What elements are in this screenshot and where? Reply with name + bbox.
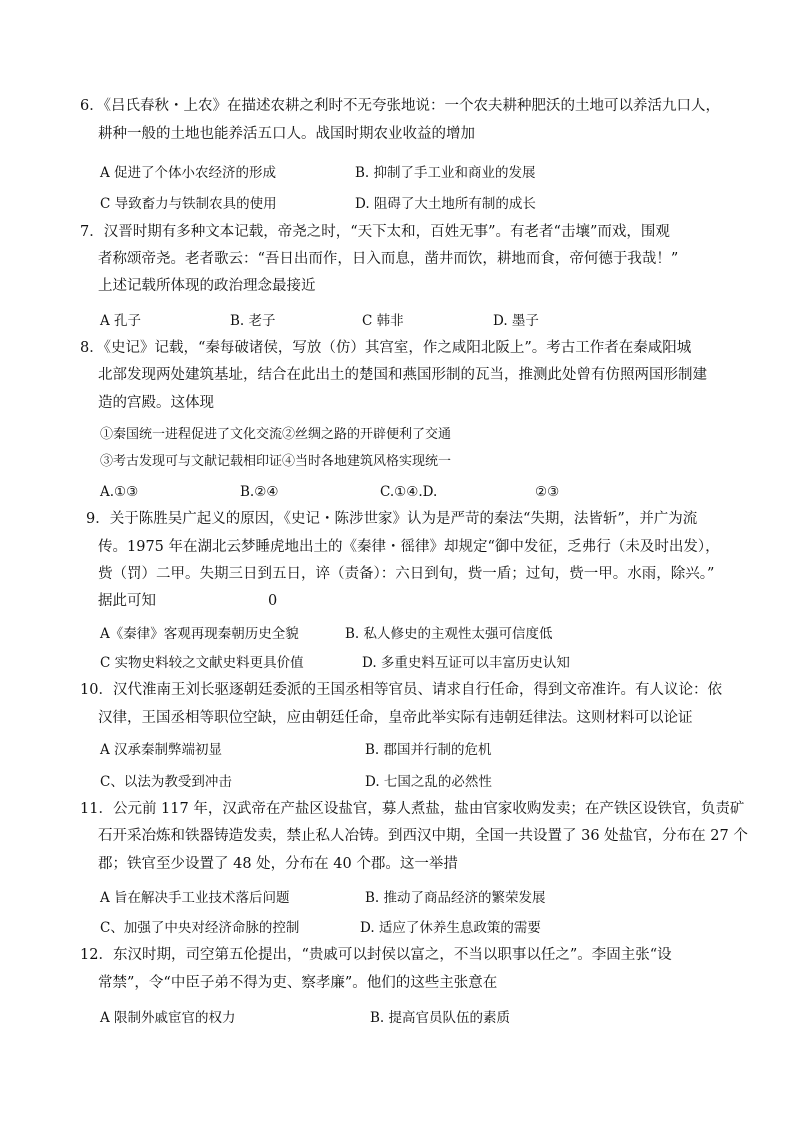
q11-option-d: D. 适应了休养生息政策的需要 — [360, 920, 541, 936]
q7-option-b: B. 老子 — [230, 313, 276, 329]
q11-stem-line1: 11．公元前 117 年，汉武帝在产盐区设盐官，募人煮盐，盐由官家收购发卖；在产铁区设铁官，负责矿 — [80, 801, 745, 817]
q8-option-b: B.②④ — [240, 484, 279, 500]
q11-stem-line3: 郡；铁官至少设置了 48 处，分布在 40 个郡。这一举措 — [98, 856, 458, 872]
q7-option-c: C 韩非 — [362, 313, 404, 329]
q10-option-c: C、以法为教受到冲击 — [100, 774, 232, 790]
q8-option-a: A.①③ — [100, 484, 139, 500]
q8-statement-line1: ①秦国统一进程促进了文化交流②丝绸之路的开辟便利了交通 — [100, 427, 452, 442]
q12-stem-line2: 常禁”，令“中臣子弟不得为吏、察孝廉”。他们的这些主张意在 — [98, 975, 498, 991]
q8-stem-line3: 造的宫殿。这体现 — [98, 395, 214, 411]
q7-stem-line2: 者称颂帝尧。老者歌云：“吾日出而作，日入而息，凿井而饮，耕地而食，帝何德于我哉！” — [98, 251, 679, 267]
q9-option-c: C 实物史料较之文献史料更具价值 — [100, 655, 304, 671]
q7-stem-line1: 7．汉晋时期有多种文本记载，帝尧之时，“天下太和，百姓无事”。有老者“击壤”而戏，围观 — [80, 224, 670, 240]
q6-stem-line2: 耕种一般的土地也能养活五口人。战国时期农业收益的增加 — [98, 126, 475, 142]
q6-option-c: C 导致畜力与铁制农具的使用 — [100, 196, 277, 212]
q9-option-a: A《秦律》客观再现秦朝历史全貌 — [100, 626, 299, 642]
q9-answer-mark: 0 — [268, 593, 278, 609]
q11-option-b: B. 推动了商品经济的繁荣发展 — [365, 890, 546, 906]
q10-stem-line2: 汉律，王国丞相等职位空缺，应由朝廷任命，皇帝此举实际有违朝廷律法。这则材料可以论证 — [98, 710, 693, 726]
q6-stem-line1: 6．《吕氏春秋・上农》在描述农耕之利时不无夸张地说：一个农夫耕种肥沃的土地可以养活九口人， — [80, 98, 720, 114]
q10-option-b: B. 郡国并行制的危机 — [365, 742, 492, 758]
q12-option-a: A 限制外戚宦官的权力 — [100, 1010, 236, 1026]
q6-option-d: D. 阻碍了大土地所有制的成长 — [355, 196, 536, 212]
q9-stem-line2: 传。1975 年在湖北云梦睡虎地出土的《秦律・徭律》却规定“御中发征，乏弗行（未及时出发）， — [98, 539, 720, 555]
q9-option-b: B. 私人修史的主观性太强可信度低 — [345, 626, 553, 642]
q7-option-d: D. 墨子 — [493, 313, 539, 329]
q11-stem-line2: 石开采冶炼和铁器铸造发卖，禁止私人冶铸。到西汉中期，全国一共设置了 36 处盐官，分布在 27 个 — [98, 828, 748, 844]
q10-option-a: A 汉承秦制弊端初显 — [100, 742, 223, 758]
q8-option-c: C.①④.D. — [380, 484, 438, 500]
q9-option-d: D. 多重史料互证可以丰富历史认知 — [362, 655, 570, 671]
q8-stem-line1: 8．《史记》记载，“秦每破诸侯，写放（仿）其宫室，作之咸阳北阪上”。考古工作者在秦咸阳城 — [80, 340, 692, 356]
q10-stem-line1: 10．汉代淮南王刘长驱逐朝廷委派的王国丞相等官员、请求自行任命，得到文帝准许。有人议论：依 — [80, 682, 722, 698]
q8-statement-line2: ③考古发现可与文献记载相印证④当时各地建筑风格实现统一 — [100, 454, 452, 469]
q9-stem-line4: 据此可知 — [98, 593, 156, 609]
q10-option-d: D. 七国之乱的必然性 — [365, 774, 492, 790]
q9-stem-line3: 赀（罚）二甲。失期三日到五日，谇（责备）：六日到旬，赀一盾；过旬，赀一甲。水雨，除兴。” — [98, 566, 715, 582]
q12-stem-line1: 12．东汉时期，司空第五伦提出，“贵戚可以封侯以富之，不当以职事以任之”。李固主张“设 — [80, 947, 672, 963]
q6-option-b: B. 抑制了手工业和商业的发展 — [355, 165, 536, 181]
q11-option-a: A 旨在解决手工业技术落后问题 — [100, 890, 290, 906]
q12-option-b: B. 提高官员队伍的素质 — [370, 1010, 511, 1026]
q6-option-a: A 促进了个体小农经济的形成 — [100, 165, 277, 181]
q9-stem-line1: 9．关于陈胜吴广起义的原因，《史记・陈涉世家》认为是严苛的秦法“失期，法皆斩”，并广为流 — [86, 511, 698, 527]
q7-stem-line3: 上述记载所体现的政治理念最接近 — [98, 278, 316, 294]
q11-option-c: C、加强了中央对经济命脉的控制 — [100, 920, 300, 936]
q8-option-d: ②③ — [535, 484, 560, 500]
q7-option-a: A 孔子 — [100, 313, 142, 329]
q8-stem-line2: 北部发现两处建筑基址，结合在此出土的楚国和燕国形制的瓦当，推测此处曾有仿照两国形制建 — [98, 367, 707, 383]
